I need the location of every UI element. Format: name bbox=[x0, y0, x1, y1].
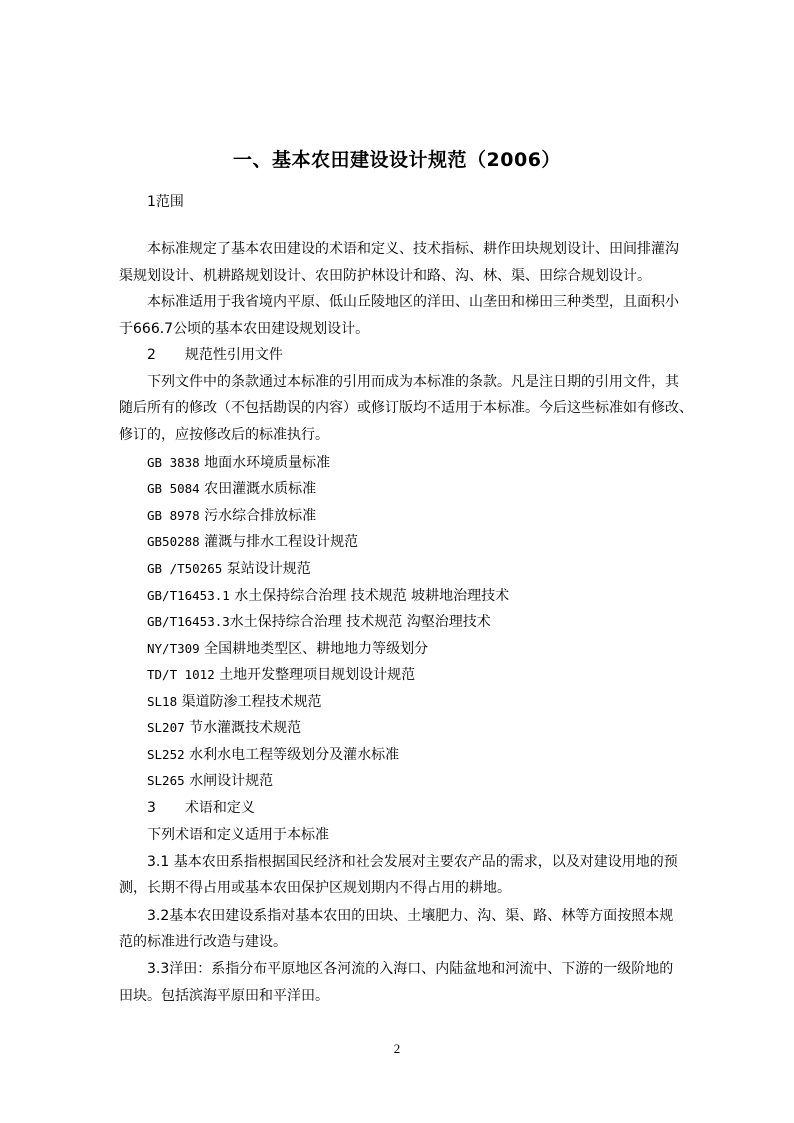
reference-item bbox=[147, 507, 316, 525]
reference-code: GB50288 bbox=[147, 534, 200, 549]
reference-item bbox=[147, 693, 322, 711]
reference-name: 水土保持综合治理 技术规范 沟壑治理技术 bbox=[229, 614, 491, 630]
term-3-1-line-1: 3.1 基本农田系指根据国民经济和社会发展对主要农产品的需求，以及对建设用地的预 bbox=[147, 854, 678, 870]
reference-code: GB /T50265 bbox=[147, 561, 223, 576]
term-3-3-line-1: 3.3洋田：系指分布平原地区各河流的入海口、内陆盆地和河流中、下游的一级阶地的 bbox=[147, 961, 674, 977]
section-2-title: 规范性引用文件 bbox=[184, 347, 283, 363]
reference-name: 泵站设计规范 bbox=[226, 561, 311, 577]
reference-name: 地面水环境质量标准 bbox=[204, 455, 331, 471]
section-1-heading: 1范围 bbox=[147, 194, 184, 210]
reference-item bbox=[147, 640, 428, 658]
term-3-1-line-2: 测，长期不得占用或基本农田保护区规划期内不得占用的耕地。 bbox=[119, 880, 511, 896]
scope-paragraph-2-line-2: 于666.7公顷的基本农田建设规划设计。 bbox=[119, 321, 370, 337]
reference-name: 水土保持综合治理 技术规范 坡耕地治理技术 bbox=[234, 588, 510, 604]
reference-code: GB 8978 bbox=[147, 508, 200, 523]
reference-code: GB/T16453.3 bbox=[147, 614, 230, 629]
term-3-3-line-2: 田块。包括滨海平原田和平洋田。 bbox=[119, 988, 329, 1004]
reference-code: GB 5084 bbox=[147, 481, 200, 496]
reference-item bbox=[147, 746, 399, 764]
reference-code: SL207 bbox=[147, 720, 185, 735]
references-intro-line-1: 下列文件中的条款通过本标准的引用而成为本标准的条款。凡是注日期的引用文件，其 bbox=[147, 374, 679, 390]
reference-name: 水利水电工程等级划分及灌水标准 bbox=[189, 747, 400, 763]
reference-name: 全国耕地类型区、耕地地力等级划分 bbox=[204, 641, 429, 657]
reference-item bbox=[147, 454, 330, 472]
reference-code: SL265 bbox=[147, 773, 185, 788]
reference-code: NY/T309 bbox=[147, 641, 200, 656]
reference-item bbox=[147, 480, 316, 498]
reference-name: 渠道防渗工程技术规范 bbox=[181, 694, 322, 710]
page-number: 2 bbox=[393, 1041, 401, 1056]
section-3-heading bbox=[147, 799, 255, 817]
reference-item bbox=[147, 560, 311, 578]
terms-intro: 下列术语和定义适用于本标准 bbox=[147, 827, 329, 843]
scope-paragraph-1-line-1: 本标准规定了基本农田建设的术语和定义、技术指标、耕作田块规划设计、田间排灌沟 bbox=[147, 241, 679, 257]
reference-item bbox=[147, 666, 415, 684]
section-3-title: 术语和定义 bbox=[184, 800, 255, 816]
reference-item bbox=[147, 719, 301, 737]
reference-name: 污水综合排放标准 bbox=[204, 508, 317, 524]
reference-name: 灌溉与排水工程设计规范 bbox=[204, 534, 359, 550]
references-intro-line-2: 随后所有的修改（不包括勘误的内容）或修订版均不适用于本标准。今后这些标准如有修改、 bbox=[119, 400, 693, 416]
section-2-heading bbox=[147, 346, 283, 364]
reference-name: 农田灌溉水质标准 bbox=[204, 481, 317, 497]
reference-code: SL252 bbox=[147, 747, 185, 762]
section-3-number: 3 bbox=[147, 800, 156, 816]
reference-code: SL18 bbox=[147, 694, 178, 709]
term-3-2-line-1: 3.2基本农田建设系指对基本农田的田块、土壤肥力、沟、渠、路、林等方面按照本规 bbox=[147, 908, 674, 924]
term-3-2-line-2: 范的标准进行改造与建设。 bbox=[119, 934, 287, 950]
reference-item bbox=[147, 587, 509, 605]
reference-name: 水闸设计规范 bbox=[189, 773, 274, 789]
reference-code: GB 3838 bbox=[147, 455, 200, 470]
document-title: 一、基本农田建设设计规范（2006） bbox=[233, 149, 561, 171]
reference-item bbox=[147, 772, 273, 790]
scope-paragraph-1-line-2: 渠规划设计、机耕路规划设计、农田防护林设计和路、沟、林、渠、田综合规划设计。 bbox=[119, 268, 651, 284]
reference-name: 土地开发整理项目规划设计规范 bbox=[219, 667, 416, 683]
reference-code: TD/T 1012 bbox=[147, 667, 215, 682]
scope-paragraph-2-line-1: 本标准适用于我省境内平原、低山丘陵地区的洋田、山垄田和梯田三种类型，且面积小 bbox=[147, 294, 679, 310]
reference-code: GB/T16453.1 bbox=[147, 588, 230, 603]
section-2-number: 2 bbox=[147, 347, 156, 363]
references-intro-line-3: 修订的，应按修改后的标准执行。 bbox=[119, 427, 329, 443]
reference-name: 节水灌溉技术规范 bbox=[189, 720, 302, 736]
reference-item bbox=[147, 533, 358, 551]
reference-item bbox=[147, 613, 491, 631]
